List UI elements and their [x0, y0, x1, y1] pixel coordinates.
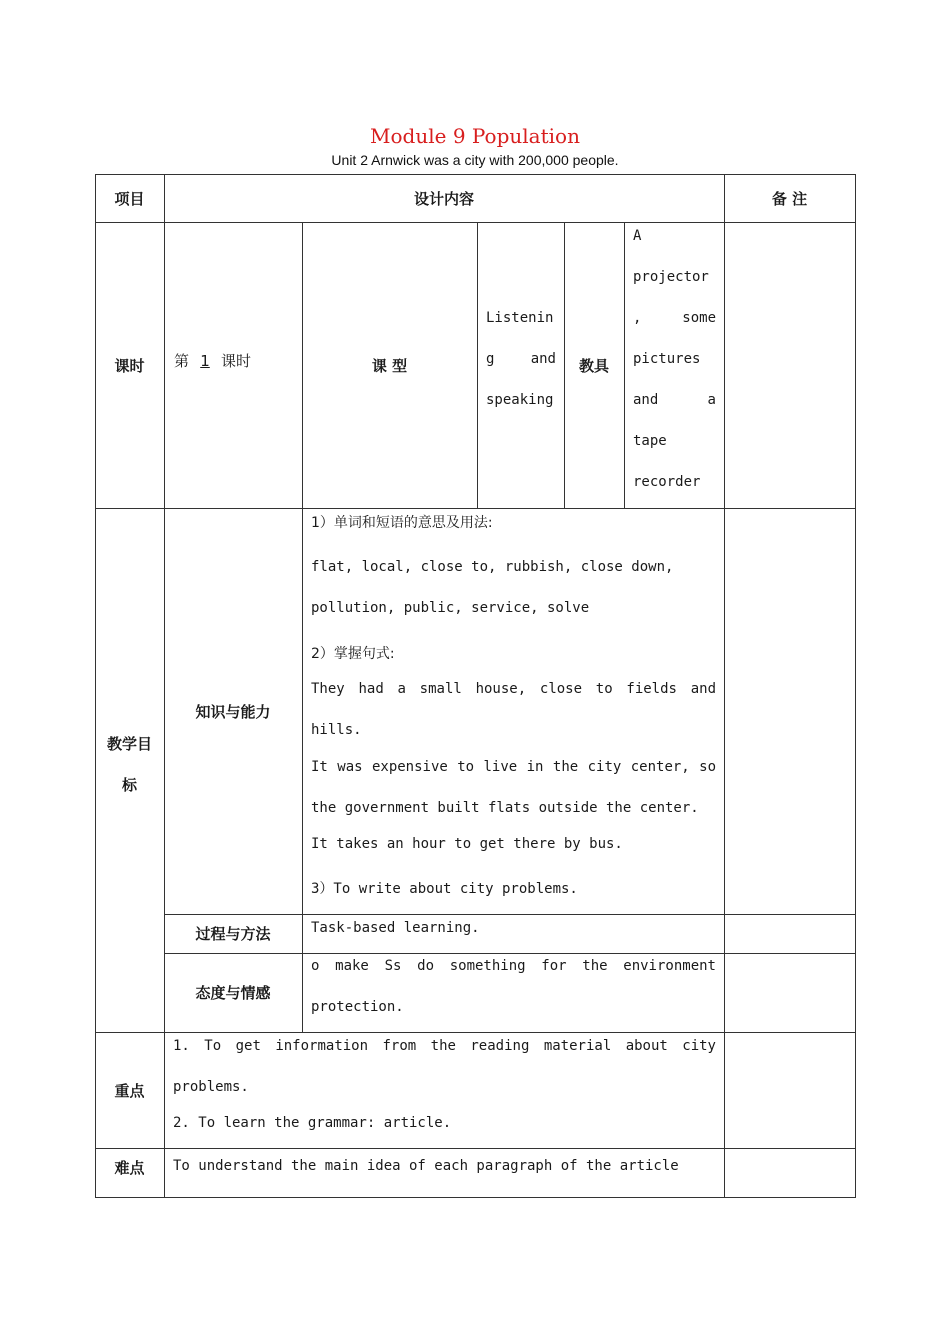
goals-label	[95, 724, 164, 806]
tools-line: A	[633, 228, 642, 244]
difficult-points-label: 难点	[114, 1158, 145, 1177]
tools-value	[633, 216, 716, 503]
knowledge-content	[311, 508, 716, 914]
period-number: 1	[200, 352, 210, 370]
knowledge-line: It was expensive to live in the city center, so	[311, 759, 716, 775]
header-item: 项目	[114, 189, 145, 208]
knowledge-line: 3）To write about city problems.	[311, 881, 578, 897]
knowledge-line: hills.	[311, 722, 362, 738]
key-line: 1. To get information from the reading material about city	[173, 1038, 716, 1054]
knowledge-line: the government built flats outside the center.	[311, 800, 699, 816]
document-subtitle: Unit 2 Arnwick was a city with 200,000 people.	[331, 152, 619, 168]
tools-label: 教具	[578, 356, 609, 375]
key-points-content	[173, 1032, 716, 1148]
type-line: Listenin	[486, 310, 554, 326]
goals-label-line: 教学目	[106, 735, 152, 753]
tools-line: tape	[633, 433, 667, 449]
key-points-label: 重点	[114, 1081, 145, 1100]
tools-line: projector	[633, 269, 709, 285]
period-suffix: 课时	[221, 352, 252, 370]
attitude-label: 态度与情感	[195, 984, 271, 1002]
tools-line: recorder	[633, 474, 701, 490]
period-prefix: 第	[174, 352, 190, 370]
process-label: 过程与方法	[195, 925, 271, 943]
type-label: 课 型	[371, 356, 408, 375]
attitude-content	[311, 946, 716, 1028]
knowledge-line: They had a small house, close to fields and	[311, 681, 716, 697]
tools-line: , some	[633, 310, 716, 326]
key-line: 2. To learn the grammar: article.	[173, 1115, 452, 1131]
difficult-points-value: To understand the main idea of each paragraph of the article	[173, 1158, 679, 1174]
knowledge-line: 1）单词和短语的意思及用法:	[311, 515, 493, 531]
header-notes: 备 注	[771, 189, 808, 208]
goals-label-line: 标	[121, 776, 137, 794]
document-title: Module 9 Population	[370, 124, 580, 148]
type-value	[486, 298, 556, 421]
attitude-line: o make Ss do something for the environment	[311, 958, 716, 974]
knowledge-line: It takes an hour to get there by bus.	[311, 836, 623, 852]
type-line: speaking	[486, 392, 554, 408]
header-content: 设计内容	[413, 189, 474, 208]
tools-line: and a	[633, 392, 716, 408]
knowledge-label: 知识与能力	[195, 702, 271, 721]
period-value	[174, 350, 302, 374]
key-line: problems.	[173, 1079, 249, 1095]
attitude-line: protection.	[311, 999, 404, 1015]
tools-line: pictures	[633, 351, 701, 367]
knowledge-line: 2）掌握句式:	[311, 646, 395, 662]
period-label: 课时	[114, 356, 145, 375]
type-line: g and	[486, 351, 556, 367]
knowledge-line: flat, local, close to, rubbish, close down,	[311, 559, 674, 575]
process-value: Task-based learning.	[311, 920, 480, 936]
knowledge-line: pollution, public, service, solve	[311, 600, 590, 616]
